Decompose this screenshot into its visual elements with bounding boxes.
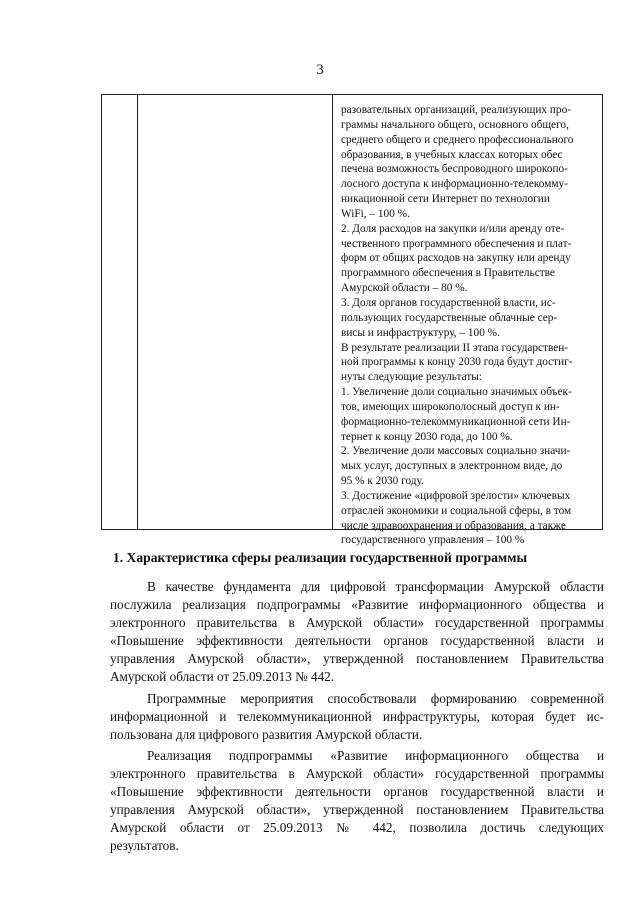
table-cell-line: граммы начального общего, основного общего, xyxy=(341,118,569,131)
body-text xyxy=(110,578,604,855)
table-cell-line: формационно-телекоммуникационной сети Ин- xyxy=(341,415,571,428)
paragraph-line: Амурской области от 25.09.2013 № 442, позволила достичь следующих xyxy=(110,820,604,836)
table-cell-line: 3. Доля органов государственной власти, ис- xyxy=(341,296,556,309)
table-cell-line: никационной сети Интернет по технологии xyxy=(341,193,550,206)
table-cell-line: 95 % к 2030 году. xyxy=(341,475,424,488)
table-cell-line: отраслей экономики и социальной сферы, в том xyxy=(341,504,572,517)
table-cell-line: форм от общих расходов на закупку или аренду xyxy=(341,252,571,265)
table-column-divider-2 xyxy=(332,95,333,529)
paragraph-line: «Повышение эффективности деятельности органов государственной власти и xyxy=(110,784,604,800)
paragraph-line: управления Амурской области», утвержденной постановлением Правительства xyxy=(110,802,604,818)
paragraph-line: электронного правительства в Амурской области» государственной программы xyxy=(110,765,604,781)
paragraph-line: Программные мероприятия способствовали формированию современной xyxy=(147,690,604,706)
table-cell-results xyxy=(341,103,596,548)
table-cell-line: программного обеспечения в Правительстве xyxy=(341,267,555,280)
body-paragraph xyxy=(110,690,604,744)
paragraph-line: электронного правительства в Амурской области» государственной программы xyxy=(110,615,604,631)
table-cell-line: разовательных организаций, реализующих про- xyxy=(341,104,571,116)
table-cell-line: чественного программного обеспечения и плат- xyxy=(341,237,572,250)
paragraph-line: В качестве фундамента для цифровой трансформации Амурской области xyxy=(147,579,604,594)
table-cell-line: Амурской области – 80 %. xyxy=(341,282,468,295)
table-cell-line: среднего общего и среднего профессионального xyxy=(341,133,574,146)
paragraph-line: «Повышение эффективности деятельности органов государственной власти и xyxy=(110,633,604,649)
table-column-divider-1 xyxy=(137,95,138,529)
table-cell-line: В результате реализации II этапа государствен- xyxy=(341,341,569,354)
paragraph-line: управления Амурской области», утвержденной постановлением Правительства xyxy=(110,651,604,667)
table-cell-line: печена возможность беспроводного широкопо- xyxy=(341,163,568,176)
paragraph-line: Амурской области от 25.09.2013 № 442. xyxy=(110,669,335,685)
table-cell-line: тов, имеющих широкополосный доступ к ин- xyxy=(341,400,560,413)
table-cell-line: WiFi, – 100 %. xyxy=(341,207,410,220)
paragraph-line: послужила реализация подпрограммы «Развитие информационного общества и xyxy=(110,597,604,613)
table-cell-line: висы и инфраструктуру, – 100 %. xyxy=(341,326,500,339)
table-cell-line: 3. Достижение «цифровой зрелости» ключевых xyxy=(341,489,571,502)
table-cell-line: 1. Увеличение доли социально значимых объек- xyxy=(341,386,572,399)
table-cell-line: образования, в учебных классах которых обес xyxy=(341,148,563,161)
paragraph-line: информационной и телекоммуникационной инфраструктуры, которая будет ис- xyxy=(110,708,604,724)
page-number: 3 xyxy=(316,62,324,78)
paragraph-line: Реализация подпрограммы «Развитие информационного общества и xyxy=(147,747,604,763)
section-heading: 1. Характеристика сферы реализации государственной программы xyxy=(112,550,528,565)
table-cell-line: нуты следующие результаты: xyxy=(341,371,482,384)
table-cell-line: числе здравоохранения и образования, а также xyxy=(341,519,566,532)
program-table xyxy=(101,94,603,547)
table-cell-line: лосного доступа к информационно-телекомму- xyxy=(341,178,568,191)
paragraph-line: пользована для цифрового развития Амурской области. xyxy=(110,726,423,742)
body-paragraph xyxy=(110,578,604,687)
table-cell-line: государственного управления – 100 % xyxy=(341,534,525,547)
table-cell-line: 2. Увеличение доли массовых социально значи- xyxy=(341,445,571,458)
table-cell-line: мых услуг, доступных в электронном виде, до xyxy=(341,460,563,473)
paragraph-line: результатов. xyxy=(110,838,179,854)
table-cell-line: ной программы к концу 2030 года будут достиг- xyxy=(341,356,573,369)
table-cell-line: 2. Доля расходов на закупки и/или аренду оте- xyxy=(341,222,565,235)
body-paragraph xyxy=(110,747,604,856)
table-cell-line: тернет к концу 2030 года, до 100 %. xyxy=(341,430,513,443)
table-cell-line: пользующих государственные облачные сер- xyxy=(341,311,558,324)
